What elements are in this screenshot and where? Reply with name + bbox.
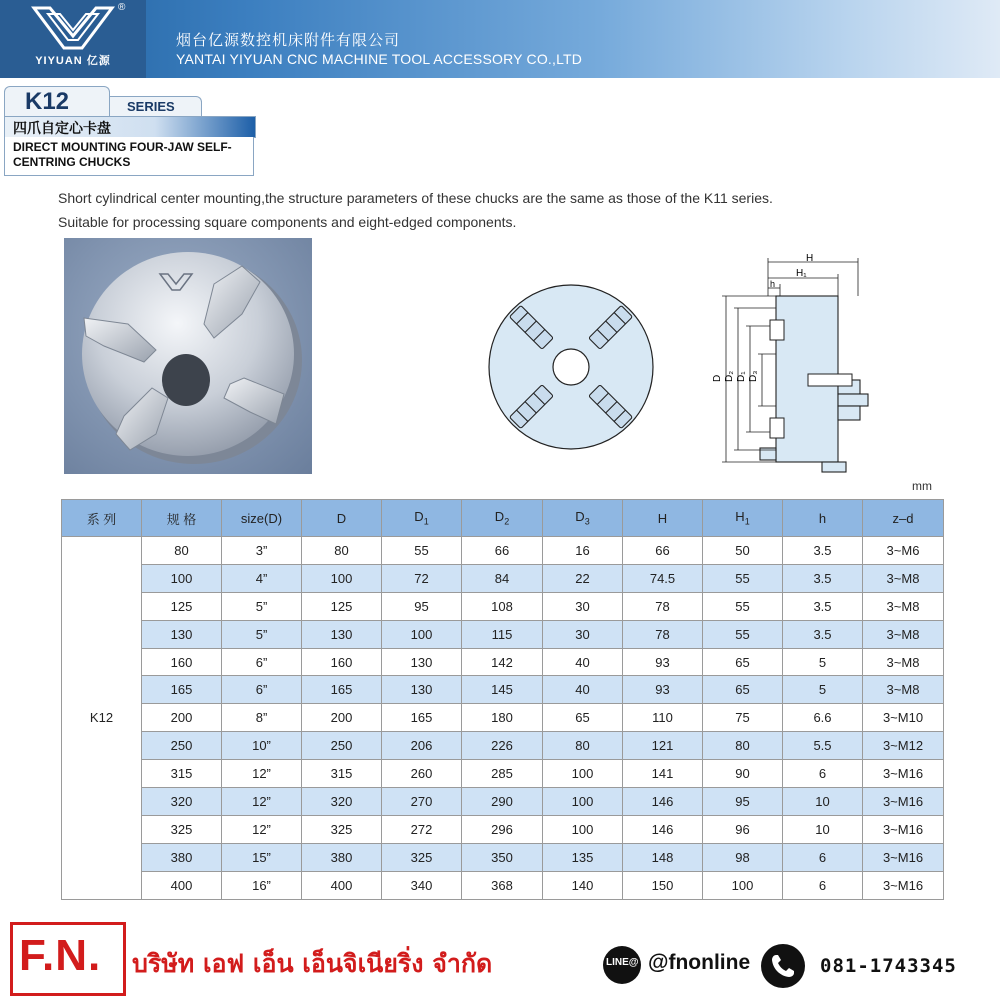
table-cell: 66 (462, 537, 543, 565)
table-cell: 10 (783, 815, 863, 843)
table-row (62, 592, 944, 620)
table-cell: 50 (703, 537, 783, 565)
table-cell: 100 (382, 620, 462, 648)
table-row (62, 676, 944, 704)
table-cell: 285 (462, 760, 543, 788)
table-cell: 350 (462, 843, 543, 871)
table-cell: 3~M8 (863, 676, 944, 704)
table-cell: 141 (623, 760, 703, 788)
table-cell: 325 (142, 815, 222, 843)
dim-D1-label: D₁ (736, 371, 747, 382)
table-cell: 368 (462, 871, 543, 899)
dim-h-label: h (770, 279, 776, 289)
table-cell: 380 (142, 843, 222, 871)
table-cell: 3.5 (783, 564, 863, 592)
table-cell: 100 (543, 815, 623, 843)
table-header-cell (863, 500, 944, 537)
table-cell: 270 (382, 788, 462, 816)
table-cell: 78 (623, 592, 703, 620)
header-banner (0, 0, 1000, 78)
table-cell: 65 (543, 704, 623, 732)
series-cell: K12 (62, 537, 142, 900)
chuck-front-view-drawing (486, 282, 656, 452)
table-cell: 160 (142, 648, 222, 676)
table-cell: 180 (462, 704, 543, 732)
table-cell: 3~M16 (863, 760, 944, 788)
header-text: D (575, 509, 585, 525)
table-cell: 8” (222, 704, 302, 732)
table-cell: 100 (142, 564, 222, 592)
table-cell: 65 (703, 676, 783, 704)
table-cell: 74.5 (623, 564, 703, 592)
table-cell: 30 (543, 592, 623, 620)
table-cell: 55 (703, 620, 783, 648)
table-cell: 84 (462, 564, 543, 592)
table-cell: 320 (142, 788, 222, 816)
table-cell: 125 (142, 592, 222, 620)
table-cell: 110 (623, 704, 703, 732)
table-cell: 16” (222, 871, 302, 899)
phone-number: 081-1743345 (820, 955, 957, 977)
table-cell: 400 (142, 871, 222, 899)
table-cell: 6” (222, 676, 302, 704)
table-row (62, 537, 944, 565)
dim-D3-label: D₃ (748, 370, 759, 382)
table-cell: 160 (302, 648, 382, 676)
product-name-en-line2: CENTRING CHUCKS (13, 155, 131, 169)
table-cell: 325 (302, 815, 382, 843)
table-cell: 98 (703, 843, 783, 871)
table-cell: 3~M16 (863, 788, 944, 816)
table-cell: 148 (623, 843, 703, 871)
chuck-side-view-drawing (708, 250, 878, 478)
logo-text: YIYUAN 亿源 (35, 55, 111, 67)
table-cell: 250 (302, 732, 382, 760)
table-cell: 3~M8 (863, 648, 944, 676)
table-cell: 140 (543, 871, 623, 899)
table-cell: 115 (462, 620, 543, 648)
table-header-cell (382, 500, 462, 537)
table-cell: 272 (382, 815, 462, 843)
table-cell: 93 (623, 648, 703, 676)
table-cell: 3~M6 (863, 537, 944, 565)
table-cell: 400 (302, 871, 382, 899)
table-cell: 3~M8 (863, 620, 944, 648)
table-cell: 146 (623, 815, 703, 843)
line-handle: @fnonline (648, 951, 751, 974)
header-text: 系 列 (86, 511, 117, 527)
table-cell: 142 (462, 648, 543, 676)
description-line1: Short cylindrical center mounting,the structure parameters of these chucks are the same as those of the K11 series. (58, 190, 773, 206)
registered-mark: ® (118, 2, 126, 13)
table-cell: 121 (623, 732, 703, 760)
header-text: z–d (892, 510, 914, 526)
table-cell: 6 (783, 760, 863, 788)
table-cell: 320 (302, 788, 382, 816)
table-row (62, 732, 944, 760)
table-cell: 78 (623, 620, 703, 648)
model-name: K12 (25, 88, 70, 115)
header-text: H (657, 510, 668, 526)
dim-D-label: D (712, 374, 723, 382)
table-cell: 100 (543, 788, 623, 816)
table-header-cell (62, 500, 142, 537)
header-text: h (818, 510, 827, 526)
table-header-cell (543, 500, 623, 537)
table-cell: 80 (703, 732, 783, 760)
table-cell: 90 (703, 760, 783, 788)
table-header-row (62, 500, 944, 537)
table-cell: 200 (142, 704, 222, 732)
table-cell: 10” (222, 732, 302, 760)
header-text: D (414, 509, 424, 525)
line-icon (603, 946, 641, 984)
company-name-thai: บริษัท เอฟ เอ็น เอ็นจิเนียริ่ง จำกัด (132, 949, 493, 978)
table-cell: 10 (783, 788, 863, 816)
table-cell: 340 (382, 871, 462, 899)
header-text: D (494, 509, 505, 525)
table-header-cell (783, 500, 863, 537)
table-cell: 145 (462, 676, 543, 704)
fn-logo (10, 922, 126, 996)
table-cell: 325 (382, 843, 462, 871)
side-view-diagram (708, 250, 878, 483)
table-cell: 16 (543, 537, 623, 565)
company-name-cn: 烟台亿源数控机床附件有限公司 (176, 31, 401, 49)
table-cell: 130 (142, 620, 222, 648)
header-text: 规 格 (166, 511, 197, 527)
table-cell: 165 (302, 676, 382, 704)
table-cell: 296 (462, 815, 543, 843)
table-cell: 3~M16 (863, 871, 944, 899)
table-row (62, 620, 944, 648)
table-cell: 3” (222, 537, 302, 565)
fn-brand: F.N. (19, 931, 102, 980)
table-cell: 146 (623, 788, 703, 816)
table-cell: 5.5 (783, 732, 863, 760)
table-cell: 130 (382, 648, 462, 676)
product-name-en-box (4, 137, 254, 176)
yiyuan-logo-icon (30, 2, 116, 54)
table-cell: 96 (703, 815, 783, 843)
header-subscript: 1 (423, 516, 429, 527)
series-label: SERIES (127, 99, 175, 114)
series-heading (4, 86, 256, 178)
table-header-cell (703, 500, 783, 537)
table-cell: 315 (142, 760, 222, 788)
company-name-en: YANTAI YIYUAN CNC MACHINE TOOL ACCESSORY CO.,LTD (176, 51, 583, 67)
table-cell: 315 (302, 760, 382, 788)
table-cell: 5 (783, 676, 863, 704)
table-cell: 66 (623, 537, 703, 565)
header-subscript: 2 (504, 516, 510, 527)
dim-D2-label: D₂ (724, 370, 735, 382)
table-cell: 5” (222, 620, 302, 648)
table-header-cell (302, 500, 382, 537)
table-cell: 40 (543, 648, 623, 676)
table-header-cell (222, 500, 302, 537)
table-header-cell (462, 500, 543, 537)
line-label: LINE@ (606, 957, 639, 968)
table-cell: 80 (302, 537, 382, 565)
dim-H1-label: H₁ (796, 268, 807, 279)
table-cell: 6” (222, 648, 302, 676)
table-cell: 3~M8 (863, 564, 944, 592)
product-name-cn-bar (4, 116, 256, 138)
table-cell: 6 (783, 843, 863, 871)
table-cell: 250 (142, 732, 222, 760)
table-cell: 3~M8 (863, 592, 944, 620)
table-cell: 3~M16 (863, 843, 944, 871)
table-row (62, 564, 944, 592)
table-cell: 40 (543, 676, 623, 704)
table-cell: 22 (543, 564, 623, 592)
table-cell: 3.5 (783, 620, 863, 648)
dim-H-label: H (806, 253, 814, 264)
table-cell: 4” (222, 564, 302, 592)
table-cell: 165 (382, 704, 462, 732)
table-cell: 206 (382, 732, 462, 760)
table-cell: 150 (623, 871, 703, 899)
table-cell: 3~M16 (863, 815, 944, 843)
table-cell: 55 (382, 537, 462, 565)
table-cell: 93 (623, 676, 703, 704)
table-header-cell (142, 500, 222, 537)
product-name-cn: 四爪自定心卡盘 (13, 121, 111, 137)
table-cell: 80 (543, 732, 623, 760)
table-cell: 3~M12 (863, 732, 944, 760)
table-row (62, 704, 944, 732)
table-cell: 165 (142, 676, 222, 704)
table-row (62, 648, 944, 676)
table-cell: 55 (703, 592, 783, 620)
table-cell: 6.6 (783, 704, 863, 732)
product-photo (64, 238, 312, 474)
table-cell: 30 (543, 620, 623, 648)
header-text: H (735, 509, 745, 525)
table-cell: 125 (302, 592, 382, 620)
table-cell: 80 (142, 537, 222, 565)
table-cell: 75 (703, 704, 783, 732)
table-cell: 3.5 (783, 537, 863, 565)
table-cell: 100 (302, 564, 382, 592)
table-row (62, 843, 944, 871)
unit-label: mm (912, 479, 932, 493)
table-cell: 12” (222, 815, 302, 843)
phone-icon (761, 944, 805, 988)
table-row (62, 871, 944, 899)
table-cell: 135 (543, 843, 623, 871)
table-cell: 260 (382, 760, 462, 788)
table-cell: 130 (302, 620, 382, 648)
specifications-table (61, 499, 944, 900)
front-view-diagram (486, 282, 656, 457)
table-cell: 226 (462, 732, 543, 760)
table-cell: 5” (222, 592, 302, 620)
table-cell: 380 (302, 843, 382, 871)
table-cell: 5 (783, 648, 863, 676)
table-cell: 108 (462, 592, 543, 620)
table-cell: 200 (302, 704, 382, 732)
table-cell: 6 (783, 871, 863, 899)
table-row (62, 760, 944, 788)
series-label-tab (104, 96, 202, 117)
table-header-cell (623, 500, 703, 537)
product-name-en-line1: DIRECT MOUNTING FOUR-JAW SELF- (13, 140, 232, 154)
table-cell: 72 (382, 564, 462, 592)
table-cell: 15” (222, 843, 302, 871)
table-row (62, 815, 944, 843)
model-tab (4, 86, 110, 117)
phone-handset-icon (761, 944, 805, 988)
table-cell: 100 (543, 760, 623, 788)
table-cell: 3~M10 (863, 704, 944, 732)
table-cell: 3.5 (783, 592, 863, 620)
table-body (62, 537, 944, 900)
company-logo (0, 0, 146, 78)
table-cell: 12” (222, 760, 302, 788)
table-cell: 65 (703, 648, 783, 676)
header-subscript: 1 (744, 516, 750, 527)
description-line2: Suitable for processing square components and eight-edged components. (58, 214, 517, 230)
table-cell: 55 (703, 564, 783, 592)
header-text: size(D) (240, 510, 283, 526)
table-cell: 290 (462, 788, 543, 816)
chuck-photo-illustration (64, 238, 312, 474)
header-text: D (336, 510, 347, 526)
header-subscript: 3 (584, 516, 590, 527)
table-cell: 130 (382, 676, 462, 704)
table-cell: 95 (703, 788, 783, 816)
table-cell: 12” (222, 788, 302, 816)
table-cell: 95 (382, 592, 462, 620)
table-cell: 100 (703, 871, 783, 899)
table-row (62, 788, 944, 816)
